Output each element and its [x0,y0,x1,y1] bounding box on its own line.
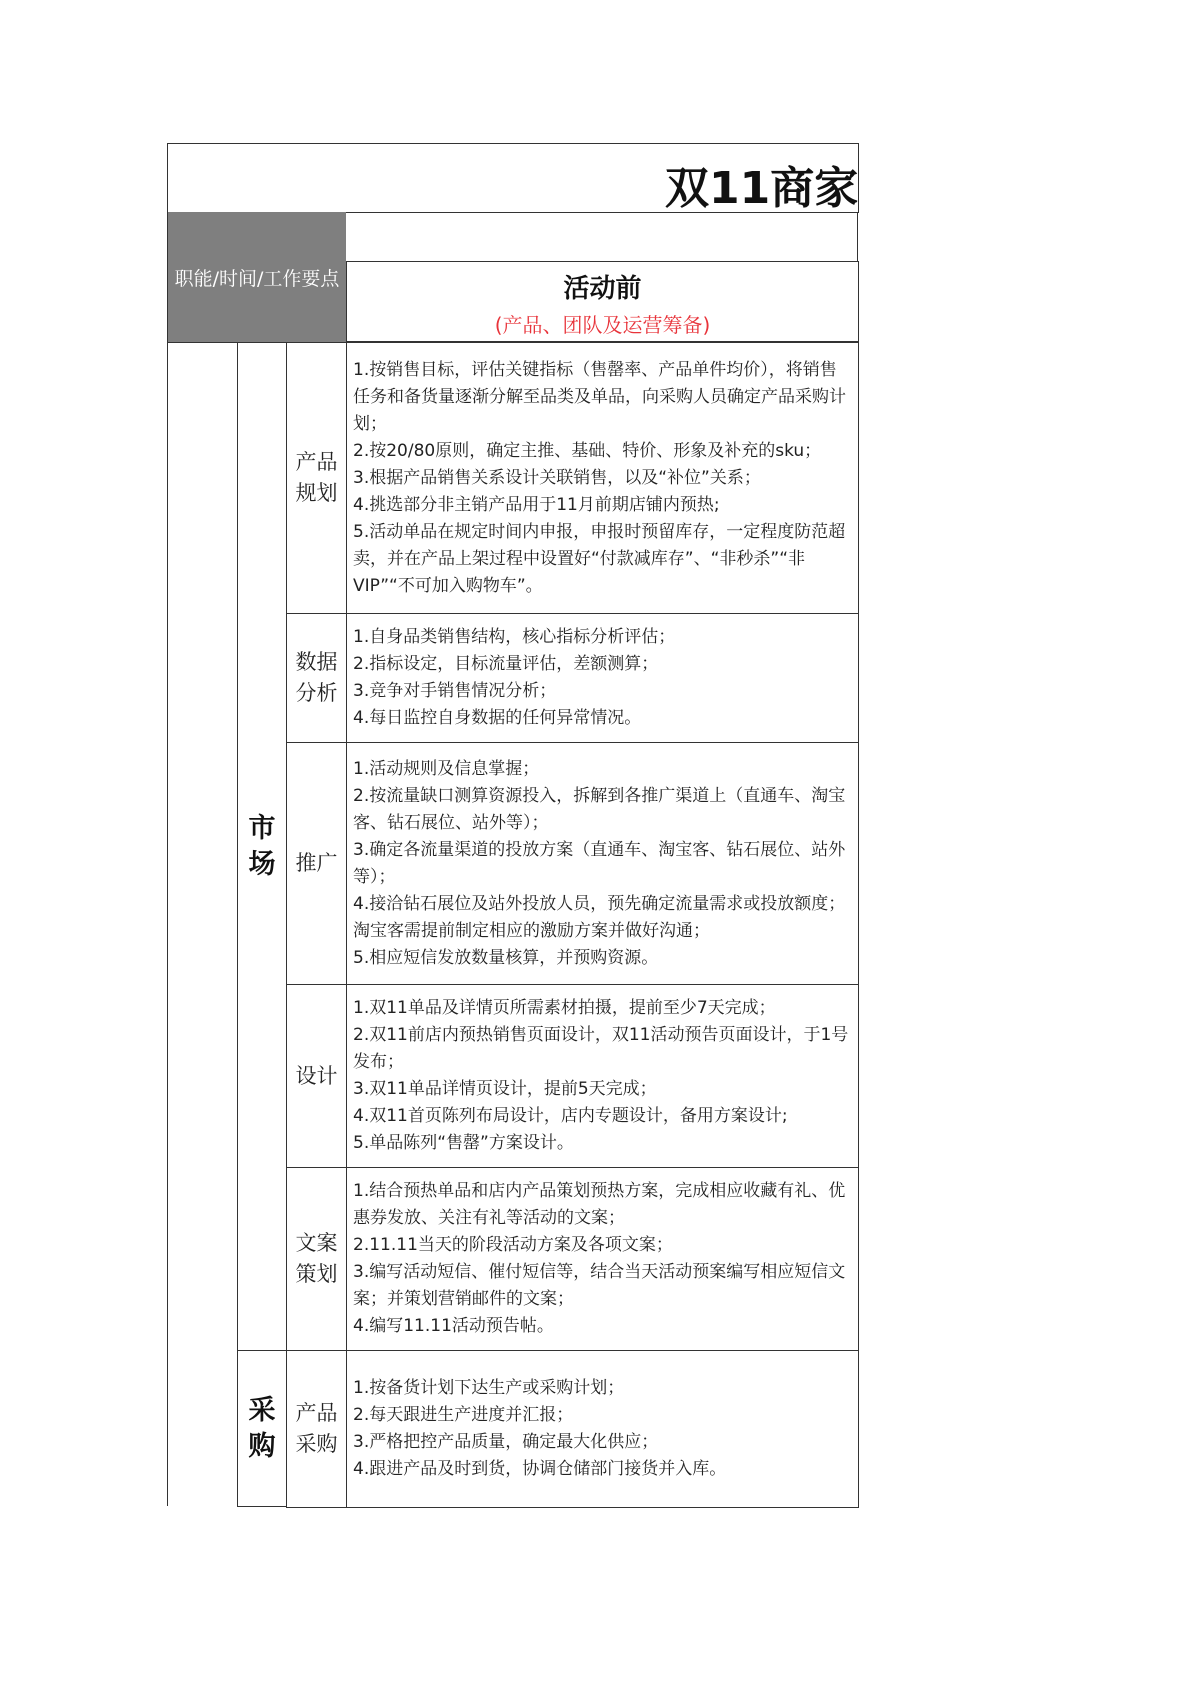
task-list [353,995,850,1157]
task-item: 2.按20/80原则，确定主推、基础、特价、形象及补充的sku； [353,440,822,461]
task-item: 2.每天跟进生产进度并汇报； [353,1405,574,1425]
task-item: 1.按销售目标，评估关键指标（售罄率、产品单件均价），将销售任务和备货量逐渐分解至品类及单品，向采购人员确定产品采购计划； [353,359,846,434]
task-list [353,1178,850,1340]
task-label: 产品规划 [295,450,338,505]
task-list [353,357,850,600]
phase-subtitle: (产品、团队及运营筹备) [494,313,711,337]
task-label-cell [286,1350,347,1508]
task-item: 4.跟进产品及时到货，协调仓储部门接货并入库。 [353,1459,727,1479]
phase-header-cell [346,261,859,342]
task-item: 1.结合预热单品和店内产品策划预热方案，完成相应收藏有礼、优惠券发放、关注有礼等活动的文案； [353,1181,846,1228]
task-item: 4.接洽钻石展位及站外投放人员，预先确定流量需求或投放额度；淘宝客需提前制定相应的激励方案并做好沟通； [353,893,846,941]
task-item: 3.双11单品详情页设计，提前5天完成； [353,1079,657,1099]
task-content-cell [346,1167,859,1351]
title-cell [167,143,859,213]
sheet-title: 双11商家 [665,163,859,213]
department-label: 市场 [248,812,276,880]
task-label: 数据分析 [295,650,338,705]
task-item: 2.11.11当天的阶段活动方案及各项文案； [353,1235,673,1255]
task-item: 3.确定各流量渠道的投放方案（直通车、淘宝客、钻石展位、站外等）； [353,839,846,887]
task-item: 3.编写活动短信、催付短信等，结合当天活动预案编写相应短信文案；并策划营销邮件的文案； [353,1262,846,1309]
department-purchasing [237,1350,287,1507]
task-content-cell [346,613,859,743]
corner-label: 职能/时间/工作要点 [174,267,340,290]
task-content-cell [346,742,859,985]
blank-left-column [167,342,238,1506]
task-label: 文案策划 [295,1231,338,1286]
task-content-cell [346,342,859,614]
task-label-cell [286,742,347,985]
task-item: 4.编写11.11活动预告帖。 [353,1316,554,1336]
task-list [353,624,675,732]
task-label-cell [286,342,347,614]
task-item: 1.按备货计划下达生产或采购计划； [353,1378,625,1398]
task-label: 推广 [295,851,338,875]
task-item: 2.双11前店内预热销售页面设计，双11活动预告页面设计，于1号发布； [353,1025,849,1072]
task-item: 3.竞争对手销售情况分析； [353,681,557,701]
task-item: 5.相应短信发放数量核算，并预购资源。 [353,947,659,968]
task-content-cell [346,1350,859,1508]
header-empty-cell [346,212,858,261]
task-item: 2.按流量缺口测算资源投入，拆解到各推广渠道上（直通车、淘宝客、钻石展位、站外等）； [353,785,846,833]
task-item: 3.根据产品销售关系设计关联销售，以及“补位”关系； [353,467,761,488]
task-item: 4.挑选部分非主销产品用于11月前期店铺内预热; [353,494,720,515]
task-label: 产品采购 [295,1401,338,1456]
department-market [237,342,287,1351]
department-label: 采购 [248,1394,276,1462]
task-item: 1.自身品类销售结构，核心指标分析评估； [353,627,676,647]
task-label: 设计 [295,1063,338,1088]
task-item: 4.每日监控自身数据的任何异常情况。 [353,708,642,728]
task-item: 2.指标设定，目标流量评估，差额测算； [353,654,659,674]
task-label-cell [286,1167,347,1351]
task-content-cell [346,984,859,1168]
task-item: 1.活动规则及信息掌握； [353,758,540,779]
task-item: 5.单品陈列“售罄”方案设计。 [353,1133,574,1153]
task-label-cell [286,613,347,743]
task-item: 1.双11单品及详情页所需素材拍摄，提前至少7天完成； [353,998,776,1018]
task-list [353,1375,726,1483]
corner-header-cell [167,212,346,342]
phase-title: 活动前 [563,274,642,304]
task-list [353,756,850,972]
task-item: 5.活动单品在规定时间内申报，申报时预留库存，一定程度防范超卖，并在产品上架过程中设置好“付款减库存”、“非秒杀”“非VIP”“不可加入购物车”。 [353,521,846,596]
task-item: 4.双11首页陈列布局设计，店内专题设计，备用方案设计; [353,1106,788,1126]
task-item: 3.严格把控产品质量，确定最大化供应； [353,1432,659,1452]
task-label-cell [286,984,347,1168]
